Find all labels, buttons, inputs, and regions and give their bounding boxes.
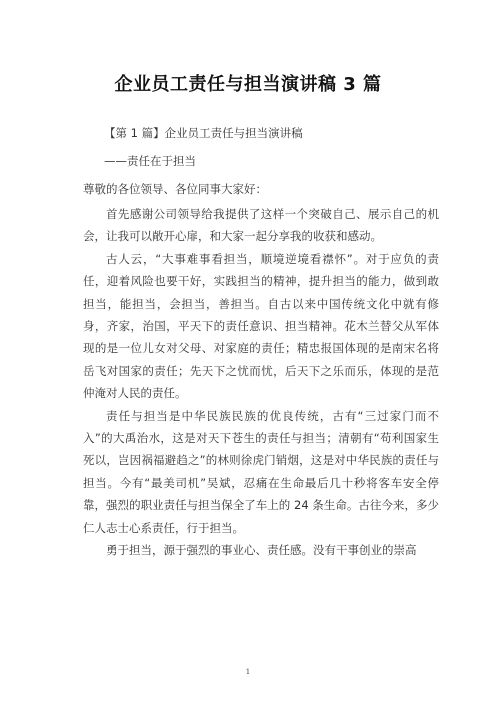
document-title: 企业员工责任与担当演讲稿 3 篇 [114,74,382,95]
section-heading: 【第 1 篇】企业员工责任与担当演讲稿 [104,126,303,140]
document-body [83,203,439,562]
paragraph: 古人云，“大事难事看担当，顺境逆境看襟怀”。对于应负的责任，迎着风险也要干好，实践担当的精神，提升担当的能力，做到敢担当，能担当，会担当，善担当。自古以来中国传统文化中就有修身，齐家，治国，平天下的责任意识、担当精神。花木兰替父从军体现的是一位儿女对父母、对家庭的责任；精忠报国体现的是南宋名将岳飞对国家的责任；先天下之忧而忧，后天下之乐而乐，体现的是范仲淹对人民的责任。 [83,251,439,401]
page-number: 1 [245,668,251,676]
document-subtitle: ——责任在于担当 [104,154,196,168]
paragraph: 首先感谢公司领导给我提供了这样一个突破自己、展示自己的机会，让我可以敞开心扉，和大家一起分享我的收获和感动。 [83,207,439,244]
salutation: 尊敬的各位领导、各位同事大家好： [83,182,267,196]
paragraph: 责任与担当是中华民族民族的优良传统，古有“三过家门而不入”的大禹治水，这是对天下苍生的责任与担当；清朝有“苟利国家生死以，岂因祸福避趋之”的林则徐虎门销烟，这是对中华民族的责任与担当。今有“最美司机”吴斌，忍痛在生命最后几十秒将客车安全停靠，强烈的职业责任与担当保全了车上的 24 条生命。古往今来，多少仁人志士心系责任，行于担当。 [83,408,439,535]
paragraph: 勇于担当，源于强烈的事业心、责任感。没有干事创业的崇高 [106,543,417,558]
